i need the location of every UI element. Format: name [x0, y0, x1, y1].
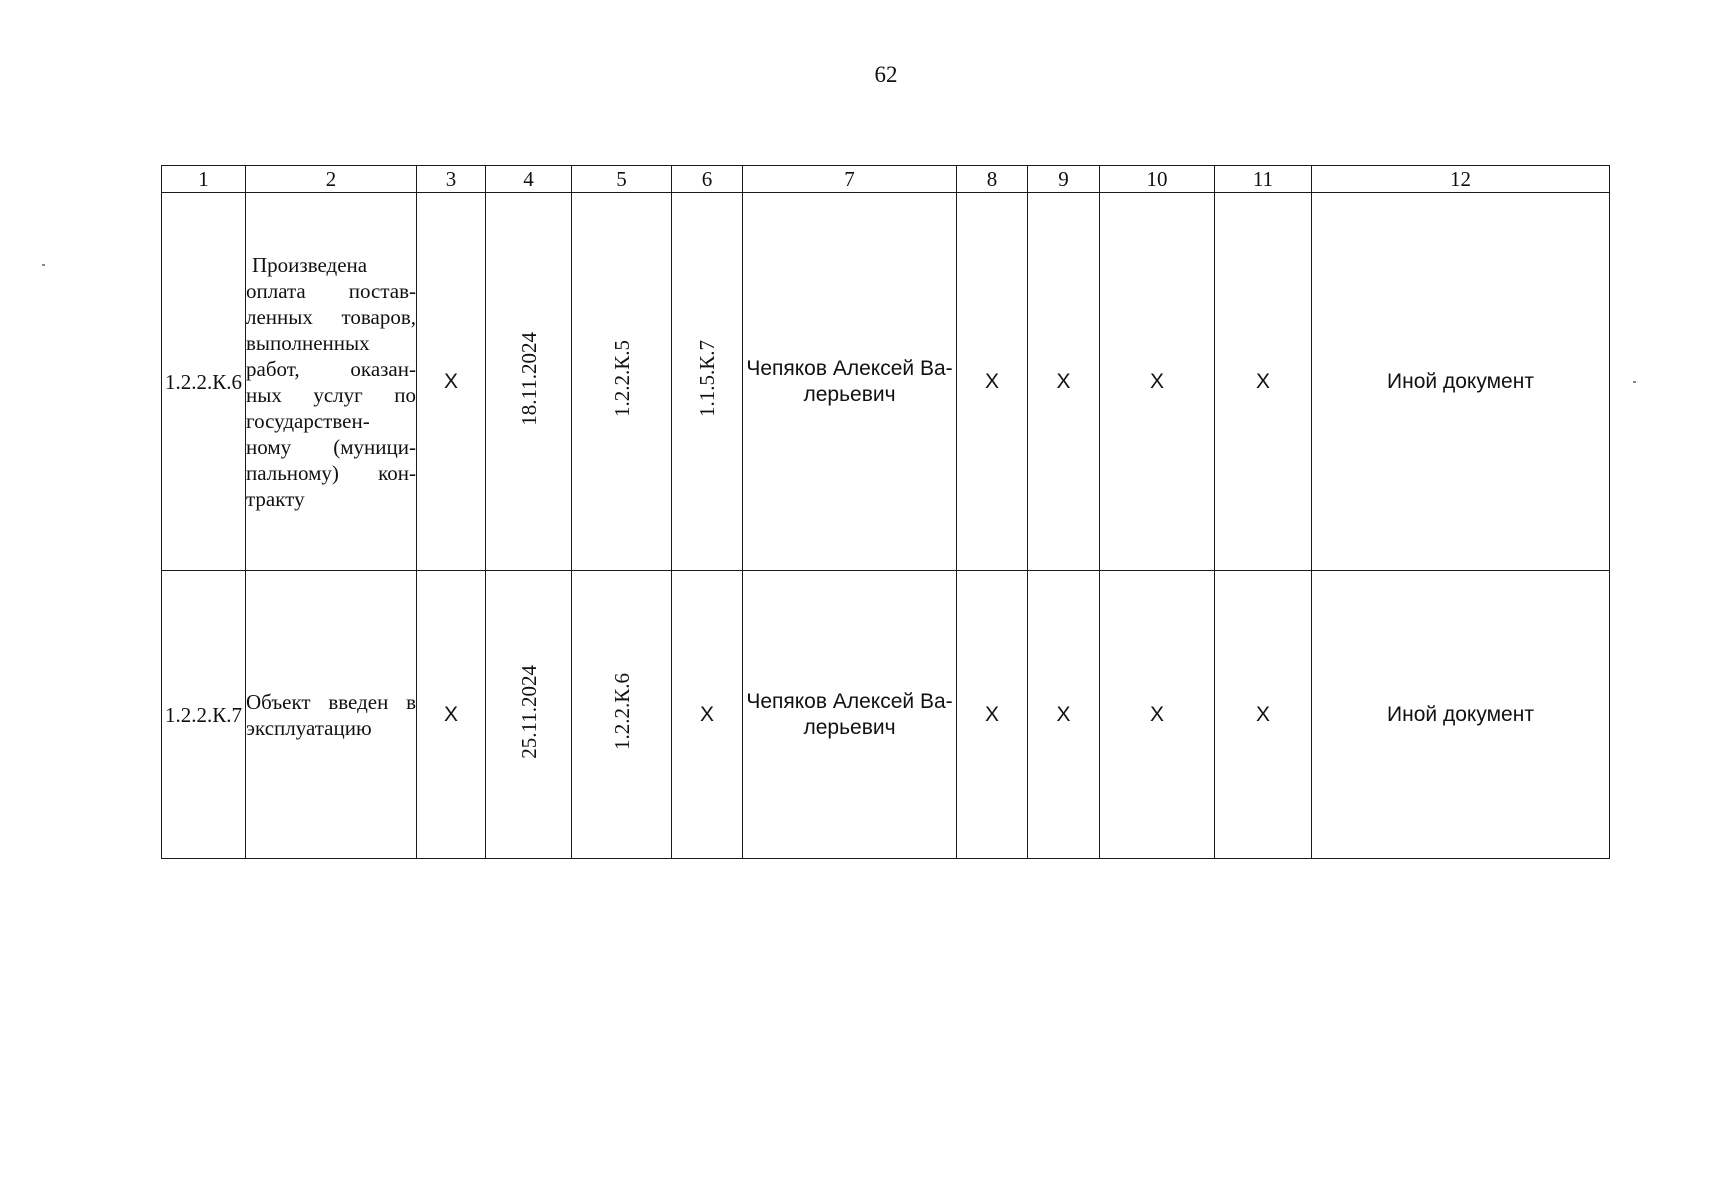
description-line: ных услуг по	[246, 382, 416, 407]
mark-cell: X	[417, 193, 486, 571]
table-row	[162, 571, 1610, 859]
related-cell	[672, 193, 743, 571]
header-cell: 8	[957, 166, 1028, 193]
schedule-table	[161, 165, 1610, 859]
mark-cell: X	[1100, 193, 1215, 571]
mark-cell: X	[1100, 571, 1215, 859]
mark-cell: X	[957, 193, 1028, 571]
scan-speck	[1633, 381, 1636, 383]
row-description	[246, 193, 417, 571]
description-line: эксплуатацию	[246, 715, 372, 740]
responsible-line: Чепяков Алексей Ва-	[746, 689, 953, 713]
date-text: 18.11.2024	[516, 331, 541, 426]
date-cell	[486, 193, 572, 571]
header-cell: 7	[743, 166, 957, 193]
mark-cell: X	[1028, 571, 1100, 859]
related-text: 1.1.5.К.7	[695, 339, 719, 417]
header-cell: 5	[572, 166, 672, 193]
row-description	[246, 571, 417, 859]
mark-cell: X	[672, 571, 743, 859]
mark-cell: X	[1028, 193, 1100, 571]
mark-cell: X	[1215, 193, 1312, 571]
responsible-cell	[743, 571, 957, 859]
predecessor-text: 1.2.2.К.5	[609, 339, 634, 417]
header-cell: 6	[672, 166, 743, 193]
header-cell: 9	[1028, 166, 1100, 193]
description-line: оплата постав-	[246, 278, 416, 303]
description-line: Произведена	[252, 252, 368, 277]
description-line: работ, оказан-	[246, 356, 416, 381]
description-line: ленных товаров,	[246, 304, 416, 329]
responsible-line: лерьевич	[803, 382, 896, 406]
row-code: 1.2.2.К.7	[162, 571, 246, 859]
document-cell: Иной документ	[1312, 571, 1610, 859]
description-line: Объект введен в	[246, 689, 416, 714]
responsible-cell	[743, 193, 957, 571]
responsible-line: Чепяков Алексей Ва-	[746, 356, 953, 380]
header-cell: 11	[1215, 166, 1312, 193]
header-cell: 3	[417, 166, 486, 193]
predecessor-cell	[572, 571, 672, 859]
document-cell: Иной документ	[1312, 193, 1610, 571]
table-row	[162, 193, 1610, 571]
responsible-line: лерьевич	[803, 715, 896, 739]
scan-speck	[42, 264, 45, 266]
row-code: 1.2.2.К.6	[162, 193, 246, 571]
description-line: ному (муници-	[246, 434, 416, 459]
mark-cell: X	[957, 571, 1028, 859]
predecessor-text: 1.2.2.К.6	[609, 672, 634, 750]
date-cell	[486, 571, 572, 859]
header-cell: 10	[1100, 166, 1215, 193]
description-line: выполненных	[246, 330, 370, 355]
description-line: тракту	[246, 486, 305, 511]
header-cell: 1	[162, 166, 246, 193]
page-number: 62	[874, 62, 898, 87]
predecessor-cell	[572, 193, 672, 571]
header-cell: 4	[486, 166, 572, 193]
mark-cell: X	[417, 571, 486, 859]
date-text: 25.11.2024	[516, 664, 541, 759]
header-row	[162, 166, 1610, 193]
mark-cell: X	[1215, 571, 1312, 859]
header-cell: 12	[1312, 166, 1610, 193]
header-cell: 2	[246, 166, 417, 193]
description-line: государствен-	[246, 408, 370, 433]
description-line: пальному) кон-	[246, 460, 416, 485]
